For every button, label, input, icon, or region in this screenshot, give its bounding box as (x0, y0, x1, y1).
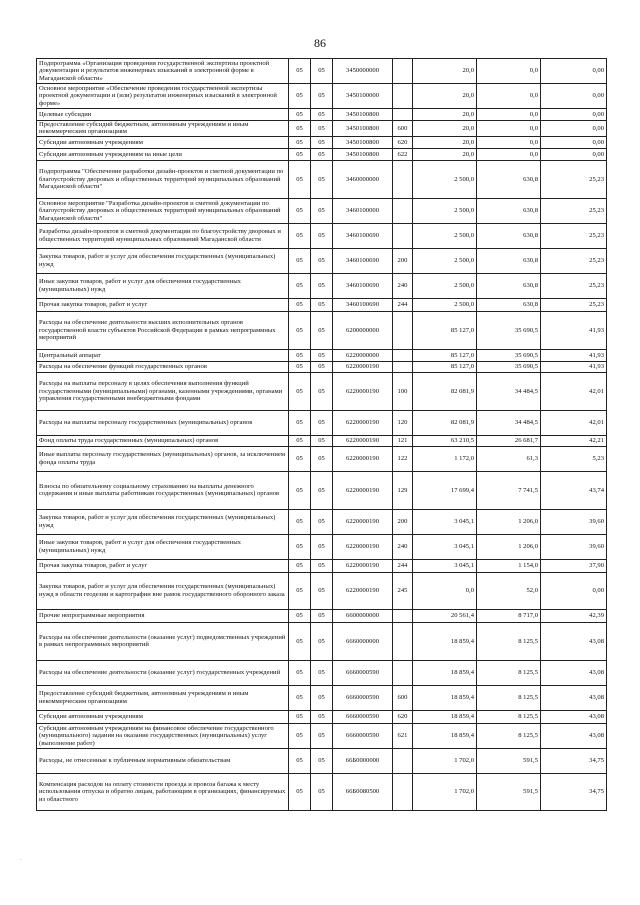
cell-rz: 05 (289, 509, 311, 534)
cell-rz: 05 (289, 349, 311, 361)
cell-fact: 34 484,5 (477, 372, 541, 410)
cell-pr: 05 (311, 273, 333, 298)
cell-rz: 05 (289, 223, 311, 248)
cell-csr: 6220000190 (333, 435, 393, 446)
cell-rz: 05 (289, 361, 311, 372)
cell-vr: 620 (393, 136, 413, 148)
cell-name: Иные закупки товаров, работ и услуг для обеспечения государственных (муниципальных) нужд (37, 273, 289, 298)
cell-plan: 17 699,4 (413, 471, 477, 509)
cell-fact: 630,8 (477, 298, 541, 311)
cell-pct: 0,00 (541, 59, 607, 84)
table-row (37, 148, 607, 160)
cell-csr: 6660000590 (333, 723, 393, 748)
cell-csr: 6220000190 (333, 372, 393, 410)
table-row (37, 446, 607, 471)
cell-name: Расходы на обеспечение деятельности (оказание услуг) подведомственных учреждений в рамках непрограммных мероприятий (37, 622, 289, 660)
cell-fact: 35 690,5 (477, 311, 541, 349)
cell-plan: 18 859,4 (413, 622, 477, 660)
cell-fact: 34 484,5 (477, 410, 541, 435)
cell-pct: 43,08 (541, 685, 607, 710)
cell-pct: 25,23 (541, 298, 607, 311)
cell-pct: 25,23 (541, 223, 607, 248)
cell-csr: 3460100690 (333, 273, 393, 298)
cell-fact: 0,0 (477, 109, 541, 121)
cell-csr: 3450100800 (333, 148, 393, 160)
cell-rz: 05 (289, 609, 311, 622)
cell-rz: 05 (289, 435, 311, 446)
cell-csr: 66Б0080500 (333, 773, 393, 810)
cell-name: Предоставление субсидий бюджетным, автономным учреждениям и иным некоммерческим организациям (37, 685, 289, 710)
cell-csr: 6200000000 (333, 311, 393, 349)
cell-vr (393, 773, 413, 810)
cell-vr: 245 (393, 572, 413, 609)
cell-vr: 121 (393, 435, 413, 446)
cell-pct: 25,23 (541, 273, 607, 298)
cell-pr: 05 (311, 349, 333, 361)
cell-vr: 621 (393, 723, 413, 748)
cell-rz: 05 (289, 248, 311, 273)
cell-plan: 1 702,0 (413, 773, 477, 810)
cell-pct: 37,90 (541, 559, 607, 572)
cell-rz: 05 (289, 59, 311, 84)
cell-pr: 05 (311, 198, 333, 223)
cell-plan: 63 210,5 (413, 435, 477, 446)
cell-name: Основное мероприятие «Обеспечение проведения государственной экспертизы проектной документации и (или) результатов инженерных изысканий в электронной форме» (37, 84, 289, 109)
cell-fact: 1 154,0 (477, 559, 541, 572)
cell-rz: 05 (289, 710, 311, 723)
cell-pr: 05 (311, 121, 333, 137)
cell-rz: 05 (289, 298, 311, 311)
cell-pct: 41,93 (541, 361, 607, 372)
cell-rz: 05 (289, 109, 311, 121)
table-row (37, 109, 607, 121)
cell-pr: 05 (311, 710, 333, 723)
cell-csr: 3450100000 (333, 84, 393, 109)
cell-pr: 05 (311, 59, 333, 84)
budget-table (36, 58, 607, 811)
cell-csr: 6220000190 (333, 559, 393, 572)
cell-csr: 6220000190 (333, 534, 393, 559)
cell-rz: 05 (289, 446, 311, 471)
cell-pct: 0,00 (541, 109, 607, 121)
cell-pr: 05 (311, 435, 333, 446)
cell-pct: 42,21 (541, 435, 607, 446)
cell-vr (393, 622, 413, 660)
cell-vr (393, 748, 413, 773)
table-row (37, 248, 607, 273)
cell-pr: 05 (311, 361, 333, 372)
cell-pct: 25,23 (541, 248, 607, 273)
cell-rz: 05 (289, 273, 311, 298)
cell-pct: 42,01 (541, 372, 607, 410)
cell-pr: 05 (311, 84, 333, 109)
cell-fact: 35 690,5 (477, 349, 541, 361)
cell-name: Подпрограмма «Организация проведения государственной экспертизы проектной документации и результатов инженерных изысканий в электронной форме в Магаданской области» (37, 59, 289, 84)
cell-csr: 6220000190 (333, 361, 393, 372)
cell-name: Разработка дизайн-проектов и сметной документации по благоустройству дворовых и общественных территорий муниципальных образований Магаданской области (37, 223, 289, 248)
cell-rz: 05 (289, 723, 311, 748)
cell-vr: 244 (393, 559, 413, 572)
cell-fact: 630,8 (477, 273, 541, 298)
cell-vr (393, 198, 413, 223)
table-row (37, 372, 607, 410)
cell-plan: 1 702,0 (413, 748, 477, 773)
cell-rz: 05 (289, 84, 311, 109)
table-row (37, 136, 607, 148)
cell-name: Прочие непрограммные мероприятия (37, 609, 289, 622)
cell-pct: 43,08 (541, 660, 607, 685)
cell-name: Субсидии автономным учреждениям на финансовое обеспечение государственного (муниципального) задания на оказание государственных (муниципальных) услуг (выполнение работ) (37, 723, 289, 748)
cell-vr (393, 361, 413, 372)
cell-plan: 18 859,4 (413, 685, 477, 710)
cell-pct: 43,08 (541, 622, 607, 660)
cell-vr (393, 609, 413, 622)
cell-vr: 600 (393, 685, 413, 710)
cell-name: Фонд оплаты труда государственных (муниципальных) органов (37, 435, 289, 446)
cell-rz: 05 (289, 471, 311, 509)
cell-pr: 05 (311, 685, 333, 710)
cell-fact: 35 690,5 (477, 361, 541, 372)
cell-plan: 2 500,0 (413, 273, 477, 298)
cell-name: Расходы на выплаты персоналу государственных (муниципальных) органов (37, 410, 289, 435)
cell-vr: 620 (393, 710, 413, 723)
cell-vr: 129 (393, 471, 413, 509)
cell-csr: 3460000000 (333, 160, 393, 198)
cell-rz: 05 (289, 748, 311, 773)
cell-vr (393, 223, 413, 248)
cell-plan: 3 045,1 (413, 559, 477, 572)
cell-csr: 6600000000 (333, 609, 393, 622)
cell-csr: 3450100800 (333, 136, 393, 148)
cell-pct: 0,00 (541, 136, 607, 148)
cell-csr: 3450100800 (333, 121, 393, 137)
cell-pct: 39,60 (541, 534, 607, 559)
cell-pct: 41,93 (541, 311, 607, 349)
cell-vr (393, 660, 413, 685)
cell-pr: 05 (311, 298, 333, 311)
cell-pct: 5,23 (541, 446, 607, 471)
cell-rz: 05 (289, 660, 311, 685)
table-row (37, 622, 607, 660)
cell-plan: 2 500,0 (413, 248, 477, 273)
cell-csr: 3460100000 (333, 198, 393, 223)
cell-name: Закупка товаров, работ и услуг для обеспечения государственных (муниципальных) нужд (37, 248, 289, 273)
cell-fact: 0,0 (477, 84, 541, 109)
cell-name: Закупка товаров, работ и услуг для обеспечения государственных (муниципальных) нужд (37, 509, 289, 534)
cell-vr: 600 (393, 121, 413, 137)
table-row (37, 609, 607, 622)
cell-fact: 26 681,7 (477, 435, 541, 446)
cell-name: Прочая закупка товаров, работ и услуг (37, 298, 289, 311)
cell-csr: 6220000190 (333, 572, 393, 609)
cell-pct: 34,75 (541, 773, 607, 810)
cell-vr: 200 (393, 248, 413, 273)
cell-name: Расходы на выплаты персоналу в целях обеспечения выполнения функций государственными (муниципальными) органами, казенными учреждениями, органами управления государственными внебюджетными фондами (37, 372, 289, 410)
cell-plan: 2 500,0 (413, 160, 477, 198)
table-row (37, 435, 607, 446)
cell-name: Закупка товаров, работ и услуг для обеспечения государственных (муниципальных) нужд в области геодезии и картографии вне рамок государственного оборонного заказа (37, 572, 289, 609)
cell-csr: 3460100690 (333, 298, 393, 311)
table-row (37, 773, 607, 810)
cell-rz: 05 (289, 572, 311, 609)
cell-fact: 8 125,5 (477, 622, 541, 660)
cell-pr: 05 (311, 748, 333, 773)
cell-plan: 1 172,0 (413, 446, 477, 471)
table-row (37, 410, 607, 435)
budget-table-body (37, 59, 607, 811)
cell-plan: 20,0 (413, 59, 477, 84)
cell-pr: 05 (311, 609, 333, 622)
table-row (37, 710, 607, 723)
cell-fact: 8 125,5 (477, 660, 541, 685)
cell-vr (393, 59, 413, 84)
cell-pr: 05 (311, 534, 333, 559)
cell-pr: 05 (311, 622, 333, 660)
cell-name: Расходы, не отнесенные к публичным нормативным обязательствам (37, 748, 289, 773)
cell-name: Иные выплаты персоналу государственных (муниципальных) органов, за исключением фонда оплаты труда (37, 446, 289, 471)
cell-vr: 200 (393, 509, 413, 534)
table-row (37, 723, 607, 748)
cell-pct: 39,60 (541, 509, 607, 534)
cell-pr: 05 (311, 660, 333, 685)
table-row (37, 559, 607, 572)
cell-pr: 05 (311, 372, 333, 410)
cell-plan: 20 561,4 (413, 609, 477, 622)
cell-vr (393, 311, 413, 349)
cell-fact: 8 125,5 (477, 710, 541, 723)
cell-vr: 622 (393, 148, 413, 160)
cell-vr (393, 84, 413, 109)
cell-vr (393, 109, 413, 121)
cell-csr: 6220000000 (333, 349, 393, 361)
cell-plan: 82 081,9 (413, 410, 477, 435)
cell-pct: 41,93 (541, 349, 607, 361)
cell-vr (393, 349, 413, 361)
cell-fact: 0,0 (477, 59, 541, 84)
cell-pct: 43,08 (541, 710, 607, 723)
table-row (37, 59, 607, 84)
cell-plan: 2 500,0 (413, 223, 477, 248)
cell-rz: 05 (289, 198, 311, 223)
cell-pr: 05 (311, 160, 333, 198)
cell-pct: 42,39 (541, 609, 607, 622)
cell-name: Расходы на обеспечение деятельности (оказание услуг) государственных учреждений (37, 660, 289, 685)
cell-csr: 3450100800 (333, 109, 393, 121)
cell-csr: 6660000590 (333, 710, 393, 723)
cell-vr: 120 (393, 410, 413, 435)
table-row (37, 660, 607, 685)
cell-plan: 85 127,0 (413, 349, 477, 361)
cell-pct: 43,08 (541, 723, 607, 748)
table-row (37, 298, 607, 311)
cell-plan: 20,0 (413, 121, 477, 137)
table-row (37, 273, 607, 298)
table-row (37, 223, 607, 248)
cell-name: Субсидии автономным учреждениям на иные цели (37, 148, 289, 160)
cell-fact: 7 741,5 (477, 471, 541, 509)
cell-name: Прочая закупка товаров, работ и услуг (37, 559, 289, 572)
cell-fact: 630,8 (477, 160, 541, 198)
cell-pct: 25,23 (541, 198, 607, 223)
cell-vr: 240 (393, 273, 413, 298)
cell-plan: 3 045,1 (413, 534, 477, 559)
cell-fact: 0,0 (477, 136, 541, 148)
cell-fact: 8 717,0 (477, 609, 541, 622)
cell-pr: 05 (311, 223, 333, 248)
cell-fact: 591,5 (477, 748, 541, 773)
cell-plan: 2 500,0 (413, 298, 477, 311)
cell-csr: 6660000000 (333, 622, 393, 660)
cell-pct: 0,00 (541, 121, 607, 137)
table-row (37, 198, 607, 223)
cell-pr: 05 (311, 471, 333, 509)
cell-rz: 05 (289, 148, 311, 160)
cell-vr: 244 (393, 298, 413, 311)
cell-csr: 66Б0000000 (333, 748, 393, 773)
cell-rz: 05 (289, 685, 311, 710)
cell-rz: 05 (289, 773, 311, 810)
cell-plan: 20,0 (413, 148, 477, 160)
cell-fact: 630,8 (477, 198, 541, 223)
cell-rz: 05 (289, 160, 311, 198)
table-row (37, 361, 607, 372)
cell-pr: 05 (311, 509, 333, 534)
cell-pr: 05 (311, 136, 333, 148)
cell-name: Взносы по обязательному социальному страхованию на выплаты денежного содержания и иные выплаты работникам государственных (муниципальных) органов (37, 471, 289, 509)
cell-pct: 34,75 (541, 748, 607, 773)
cell-pr: 05 (311, 446, 333, 471)
cell-rz: 05 (289, 121, 311, 137)
cell-pr: 05 (311, 723, 333, 748)
cell-csr: 6220000190 (333, 410, 393, 435)
cell-csr: 3450000000 (333, 59, 393, 84)
cell-plan: 18 859,4 (413, 660, 477, 685)
cell-plan: 20,0 (413, 84, 477, 109)
cell-plan: 0,0 (413, 572, 477, 609)
cell-name: Предоставление субсидий бюджетным, автономным учреждениям и иным некоммерческим организациям (37, 121, 289, 137)
page-number: 86 (314, 36, 326, 50)
table-row (37, 509, 607, 534)
cell-plan: 18 859,4 (413, 723, 477, 748)
cell-csr: 3460100690 (333, 248, 393, 273)
table-row (37, 534, 607, 559)
cell-name: Основное мероприятие "Разработка дизайн-проектов и сметной документации по благоустройству дворовых и общественных территорий муниципальных образований Магаданской области" (37, 198, 289, 223)
cell-pr: 05 (311, 572, 333, 609)
cell-plan: 20,0 (413, 109, 477, 121)
cell-plan: 20,0 (413, 136, 477, 148)
cell-pr: 05 (311, 311, 333, 349)
cell-rz: 05 (289, 622, 311, 660)
cell-rz: 05 (289, 311, 311, 349)
cell-vr: 100 (393, 372, 413, 410)
cell-fact: 61,3 (477, 446, 541, 471)
cell-rz: 05 (289, 534, 311, 559)
cell-pr: 05 (311, 109, 333, 121)
cell-pr: 05 (311, 410, 333, 435)
cell-csr: 6660000590 (333, 685, 393, 710)
cell-rz: 05 (289, 559, 311, 572)
cell-name: Субсидии автономным учреждениям (37, 710, 289, 723)
cell-fact: 630,8 (477, 223, 541, 248)
cell-fact: 1 206,0 (477, 534, 541, 559)
cell-name: Целевые субсидии (37, 109, 289, 121)
table-row (37, 121, 607, 137)
cell-fact: 591,5 (477, 773, 541, 810)
cell-pr: 05 (311, 248, 333, 273)
cell-csr: 3460100690 (333, 223, 393, 248)
cell-pr: 05 (311, 773, 333, 810)
cell-plan: 85 127,0 (413, 361, 477, 372)
cell-fact: 0,0 (477, 121, 541, 137)
cell-pct: 42,01 (541, 410, 607, 435)
cell-pct: 0,00 (541, 84, 607, 109)
cell-csr: 6660000590 (333, 660, 393, 685)
table-row (37, 748, 607, 773)
table-row (37, 685, 607, 710)
cell-plan: 85 127,0 (413, 311, 477, 349)
cell-name: Расходы на обеспечение функций государственных органов (37, 361, 289, 372)
cell-plan: 2 500,0 (413, 198, 477, 223)
cell-name: Субсидии автономным учреждениям (37, 136, 289, 148)
table-row (37, 311, 607, 349)
cell-pct: 25,23 (541, 160, 607, 198)
cell-plan: 3 045,1 (413, 509, 477, 534)
cell-csr: 6220000190 (333, 446, 393, 471)
cell-vr: 240 (393, 534, 413, 559)
cell-name: Компенсация расходов на оплату стоимости проезда и провоза багажа к месту использования отпуска и обратно лицам, работающим в организациях, финансируемых из областного (37, 773, 289, 810)
cell-vr: 122 (393, 446, 413, 471)
table-row (37, 471, 607, 509)
cell-plan: 18 859,4 (413, 710, 477, 723)
cell-fact: 8 125,5 (477, 723, 541, 748)
cell-name: Расходы на обеспечение деятельности высших исполнительных органов государственной власти субъектов Российской Федерации в рамках непрограммных мероприятий (37, 311, 289, 349)
cell-rz: 05 (289, 372, 311, 410)
cell-fact: 8 125,5 (477, 685, 541, 710)
cell-name: Иные закупки товаров, работ и услуг для обеспечения государственных (муниципальных) нужд (37, 534, 289, 559)
table-row (37, 572, 607, 609)
cell-plan: 82 081,9 (413, 372, 477, 410)
cell-vr (393, 160, 413, 198)
cell-rz: 05 (289, 136, 311, 148)
table-row (37, 160, 607, 198)
table-row (37, 349, 607, 361)
table-row (37, 84, 607, 109)
cell-pct: 0,00 (541, 572, 607, 609)
cell-name: Подпрограмма "Обеспечение разработки дизайн-проектов и сметной документации по благоустройству дворовых и общественных территорий муниципальных образований Магаданской области" (37, 160, 289, 198)
cell-fact: 630,8 (477, 248, 541, 273)
cell-name: Центральный аппарат (37, 349, 289, 361)
cell-csr: 6220000190 (333, 471, 393, 509)
cell-pct: 43,74 (541, 471, 607, 509)
cell-fact: 52,0 (477, 572, 541, 609)
cell-csr: 6220000190 (333, 509, 393, 534)
cell-pct: 0,00 (541, 148, 607, 160)
cell-fact: 1 206,0 (477, 509, 541, 534)
cell-pr: 05 (311, 148, 333, 160)
cell-rz: 05 (289, 410, 311, 435)
stray-mark: . (20, 856, 22, 862)
cell-fact: 0,0 (477, 148, 541, 160)
cell-pr: 05 (311, 559, 333, 572)
